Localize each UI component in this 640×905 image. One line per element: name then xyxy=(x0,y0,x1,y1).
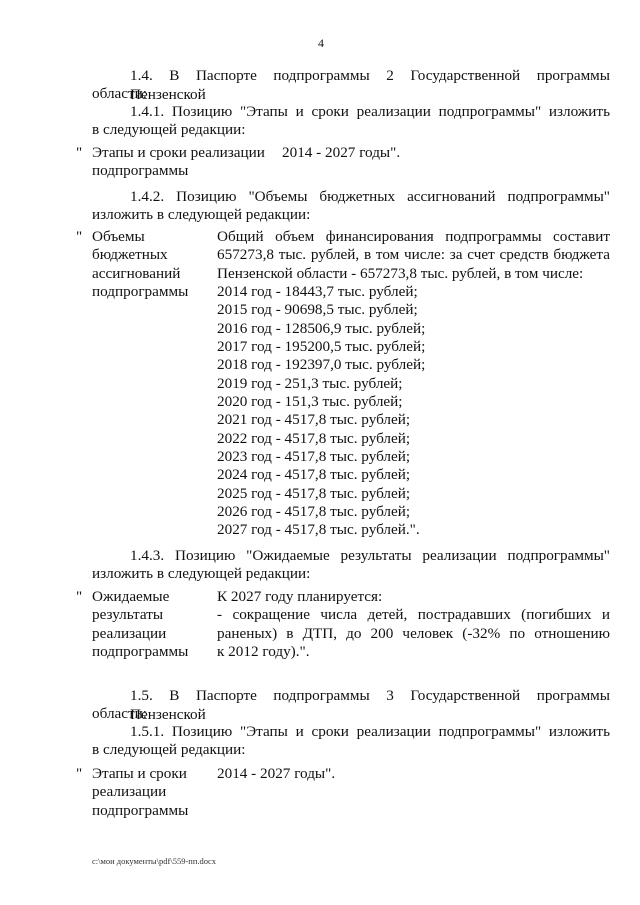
paragraph-1-4-2-line2: изложить в следующей редакции: xyxy=(92,206,311,223)
budget-year-2019: 2019 год - 251,3 тыс. рублей; xyxy=(217,375,403,392)
budget-label-line3: ассигнований xyxy=(92,265,181,282)
budget-year-2022: 2022 год - 4517,8 тыс. рублей; xyxy=(217,430,411,447)
open-quote: " xyxy=(76,228,83,245)
budget-year-2015: 2015 год - 90698,5 тыс. рублей; xyxy=(217,301,418,318)
paragraph-1-4-1-line1: 1.4.1. Позицию "Этапы и сроки реализации подпрограммы" изложить xyxy=(130,103,610,120)
budget-intro-line2: 657273,8 тыс. рублей, в том числе: за счет средств бюджета xyxy=(217,246,610,263)
results-value-line3: раненых) в ДТП, до 200 человек (-32% по отношению xyxy=(217,625,610,642)
stages3-label-line1: Этапы и сроки xyxy=(92,765,187,782)
results-label-line2: результаты xyxy=(92,606,164,623)
budget-year-2016: 2016 год - 128506,9 тыс. рублей; xyxy=(217,320,426,337)
budget-label-line4: подпрограммы xyxy=(92,283,189,300)
open-quote: " xyxy=(76,144,83,161)
budget-year-2017: 2017 год - 195200,5 тыс. рублей; xyxy=(217,338,426,355)
budget-year-2024: 2024 год - 4517,8 тыс. рублей; xyxy=(217,466,411,483)
open-quote: " xyxy=(76,588,83,605)
page-number: 4 xyxy=(318,36,324,50)
budget-year-2020: 2020 год - 151,3 тыс. рублей; xyxy=(217,393,403,410)
results-label-line3: реализации xyxy=(92,625,167,642)
paragraph-1-5-1-line1: 1.5.1. Позицию "Этапы и сроки реализации подпрограммы" изложить xyxy=(130,723,610,740)
stages3-label-line3: подпрограммы xyxy=(92,802,189,819)
stages-label-line1: Этапы и сроки реализации xyxy=(92,144,265,161)
paragraph-1-5-line2: области: xyxy=(92,705,147,722)
stages3-value: 2014 - 2027 годы". xyxy=(217,765,336,782)
budget-year-2027: 2027 год - 4517,8 тыс. рублей.". xyxy=(217,521,420,538)
stages3-label-line2: реализации xyxy=(92,783,167,800)
paragraph-1-4-1-line2: в следующей редакции: xyxy=(92,121,246,138)
budget-year-2021: 2021 год - 4517,8 тыс. рублей; xyxy=(217,411,411,428)
paragraph-1-4-line1: 1.4. В Паспорте подпрограммы 2 Государственной программы Пензенской xyxy=(130,67,610,103)
results-label-line1: Ожидаемые xyxy=(92,588,170,605)
budget-label-line1: Объемы xyxy=(92,228,145,245)
budget-year-2014: 2014 год - 18443,7 тыс. рублей; xyxy=(217,283,418,300)
results-label-line4: подпрограммы xyxy=(92,643,189,660)
open-quote: " xyxy=(76,765,83,782)
budget-year-2023: 2023 год - 4517,8 тыс. рублей; xyxy=(217,448,411,465)
results-value-line2: - сокращение числа детей, пострадавших (погибших и xyxy=(217,606,610,623)
paragraph-1-5-1-line2: в следующей редакции: xyxy=(92,741,246,758)
budget-label-line2: бюджетных xyxy=(92,246,168,263)
budget-year-2025: 2025 год - 4517,8 тыс. рублей; xyxy=(217,485,411,502)
results-value-line1: К 2027 году планируется: xyxy=(217,588,383,605)
budget-year-2018: 2018 год - 192397,0 тыс. рублей; xyxy=(217,356,426,373)
budget-year-2026: 2026 год - 4517,8 тыс. рублей; xyxy=(217,503,411,520)
paragraph-1-4-3-line1: 1.4.3. Позицию "Ожидаемые результаты реализации подпрограммы" xyxy=(130,547,610,564)
budget-intro-line1: Общий объем финансирования подпрограммы составит xyxy=(217,228,610,245)
paragraph-1-4-2-line1: 1.4.2. Позицию "Объемы бюджетных ассигнований подпрограммы" xyxy=(130,188,610,205)
stages-value: 2014 - 2027 годы". xyxy=(282,144,401,161)
results-value-line4: к 2012 году).". xyxy=(217,643,310,660)
paragraph-1-4-line2: области: xyxy=(92,85,147,102)
paragraph-1-4-3-line2: изложить в следующей редакции: xyxy=(92,565,311,582)
file-path-footer: c:\мои документы\pdf\559-пп.docx xyxy=(92,856,217,866)
budget-intro-line3: Пензенской области - 657273,8 тыс. рублей, в том числе: xyxy=(217,265,584,282)
stages-label-line2: подпрограммы xyxy=(92,162,189,179)
paragraph-1-5-line1: 1.5. В Паспорте подпрограммы 3 Государственной программы Пензенской xyxy=(130,687,610,723)
